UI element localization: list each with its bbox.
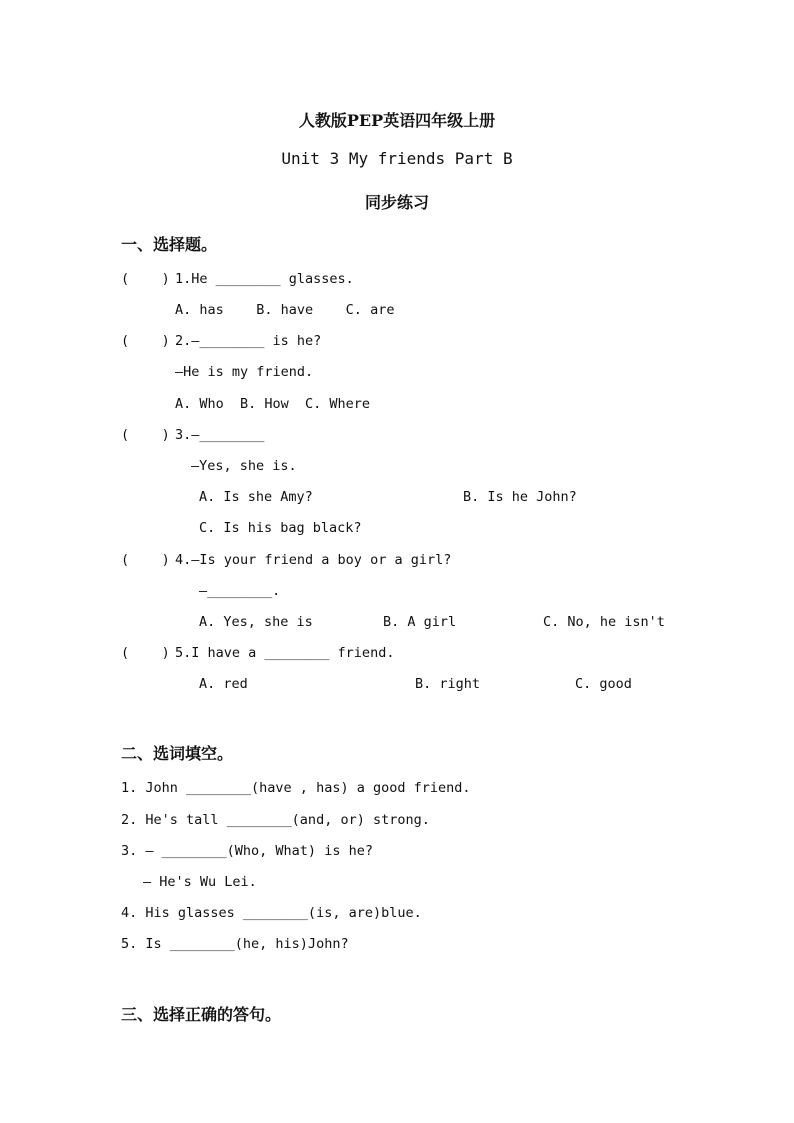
fill-item-2: 2. He's tall ________(and, or) strong. (121, 812, 430, 828)
q5-option-b: B. right (415, 676, 481, 692)
fill-item-1: 1. John ________(have , has) a good friend. (121, 780, 471, 796)
q3-option-c: C. Is his bag black? (199, 520, 362, 536)
fill-item-3-answer: — He's Wu Lei. (143, 874, 257, 890)
q2-stem: 2.—________ is he? (175, 333, 322, 349)
fill-item-5: 5. Is ________(he, his)John? (121, 936, 349, 952)
q1-answer-paren: ( ) (121, 271, 170, 287)
q4-stem: 4.—Is your friend a boy or a girl? (175, 552, 452, 568)
q4-dialog-line: —________. (199, 583, 281, 599)
q4-option-a: A. Yes, she is (199, 614, 313, 630)
page-subtitle: Unit 3 My friends Part B (281, 149, 513, 168)
fill-item-4: 4. His glasses ________(is, are)blue. (121, 905, 422, 921)
q2-answer-paren: ( ) (121, 333, 170, 349)
q1-options: A. has B. have C. are (175, 302, 395, 318)
q2-options: A. Who B. How C. Where (175, 396, 371, 412)
fill-item-3: 3. — ________(Who, What) is he? (121, 843, 373, 859)
q4-answer-paren: ( ) (121, 552, 170, 568)
q5-option-c: C. good (575, 676, 632, 692)
q3-answer-paren: ( ) (121, 427, 170, 443)
page-title: 人教版PEP英语四年级上册 (298, 111, 496, 130)
q4-option-b: B. A girl (383, 614, 457, 630)
q3-option-a: A. Is she Amy? (199, 489, 313, 505)
q5-option-a: A. red (199, 676, 248, 692)
q1-stem: 1.He ________ glasses. (175, 271, 354, 287)
q3-dialog-line: —Yes, she is. (191, 458, 297, 474)
q5-answer-paren: ( ) (121, 645, 170, 661)
q5-stem: 5.I have a ________ friend. (175, 645, 395, 661)
section3-heading: 三、选择正确的答句。 (121, 1005, 282, 1024)
q3-stem: 3.—________ (175, 427, 265, 443)
q4-option-c: C. No, he isn't (543, 614, 665, 630)
q2-dialog-line: —He is my friend. (175, 364, 314, 380)
q3-option-b: B. Is he John? (463, 489, 577, 505)
section1-heading: 一、选择题。 (121, 235, 218, 254)
page-subtitle-2: 同步练习 (364, 193, 429, 212)
section2-heading: 二、选词填空。 (121, 744, 234, 763)
